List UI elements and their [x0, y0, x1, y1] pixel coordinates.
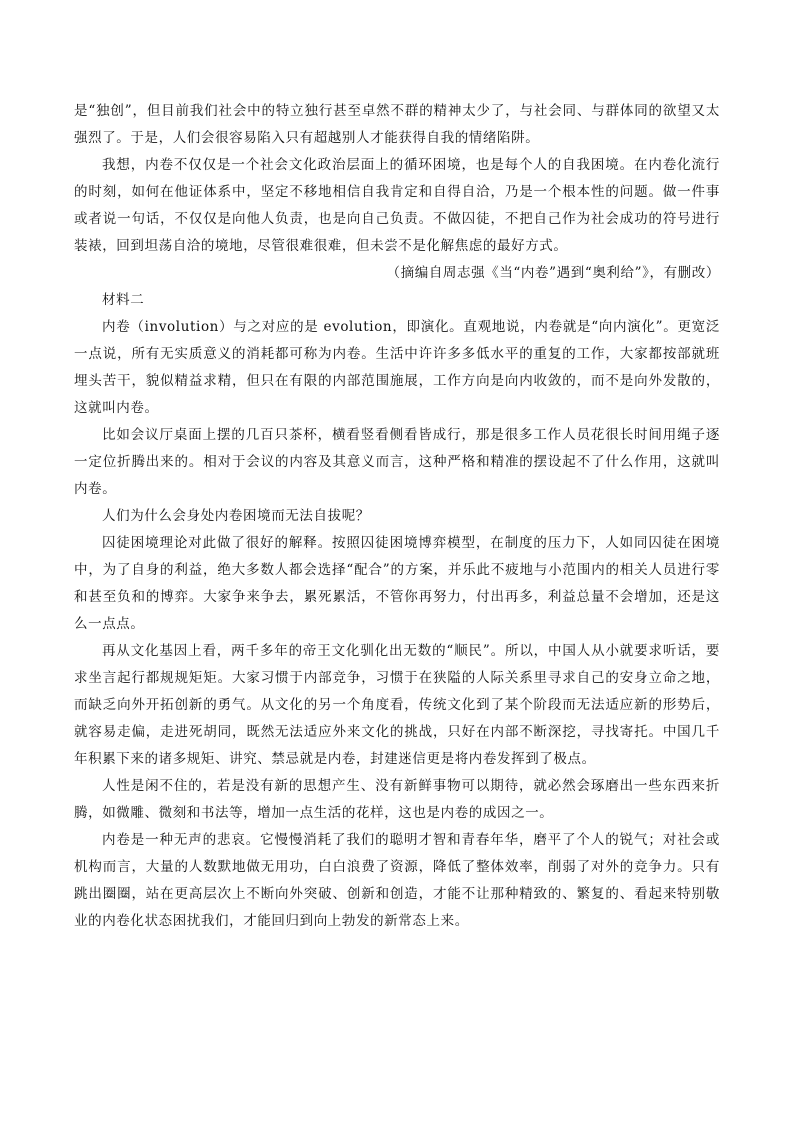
paragraph-9: 再从文化基因上看，两千多年的帝王文化驯化出无数的“顺民”。所以，中国人从小就要求听话，要求坐言起行都规规矩矩。大家习惯于内部竞争，习惯于在狭隘的人际关系里寻求自己的安身立命之地，而缺乏向外开拓创新的勇气。从文化的另一个角度看，传统文化到了某个阶段而无法适应新的形势后，就容易走偏，走进死胡同，既然无法适应外来文化的挑战，只好在内部不断深挖，寻找寄托。中国几千年积累下来的诸多规矩、讲究、禁忌就是内卷，封建迷信更是将内卷发挥到了极点。 — [74, 643, 720, 767]
paragraph-5: 内卷（involution）与之对应的是 evolution，即演化。直观地说，内卷就是“向内演化”。更宽泛一点说，所有无实质意义的消耗都可称为内卷。生活中许许多多低水平的重复的工作，大家都按部就班埋头苦干，貌似精益求精，但只在有限的内部范围施展，工作方向是向内收敛的，而不是向外发散的，这就叫内卷。 — [74, 319, 720, 416]
paragraph-6: 比如会议厅桌面上摆的几百只茶杯，横看竖看侧看皆成行，那是很多工作人员花很长时间用绳子逐一定位折腾出来的。相对于会议的内容及其意义而言，这种严格和精准的摆设起不了什么作用，这就叫内卷。 — [74, 427, 720, 497]
paragraph-2: 我想，内卷不仅仅是一个社会文化政治层面上的循环困境，也是每个人的自我困境。在内卷化流行的时刻，如何在他证体系中，坚定不移地相信自我肯定和自得自洽，乃是一个根本性的问题。做一件事或者说一句话，不仅仅是向他人负责，也是向自己负责。不做囚徒，不把自己作为社会成功的符号进行装裱，回到坦荡自洽的境地，尽管很难很难，但未尝不是化解焦虑的最好方式。 — [74, 157, 720, 254]
article-body — [74, 98, 720, 935]
material-two-heading: 材料二 — [102, 292, 145, 308]
paragraph-10: 人性是闲不住的，若是没有新的思想产生、没有新鲜事物可以期待，就必然会琢磨出一些东西来折腾，如微雕、微刻和书法等，增加一点生活的花样，这也是内卷的成因之一。 — [74, 778, 720, 821]
paragraph-1: 是“独创”，但目前我们社会中的特立独行甚至卓然不群的精神太少了，与社会同、与群体同的欲望又太强烈了。于是，人们会很容易陷入只有超越别人才能获得自我的情绪陷阱。 — [74, 103, 720, 146]
paragraph-8: 囚徒困境理论对此做了很好的解释。按照囚徒困境博弈模型，在制度的压力下，人如同囚徒在困境中，为了自身的利益，绝大多数人都会选择“配合”的方案，并乐此不疲地与小范围内的相关人员进行零和甚至负和的博弈。大家争来争去，累死累活，不管你再努力，付出再多，利益总量不会增加，还是这么一点点。 — [74, 535, 720, 632]
paragraph-7: 人们为什么会身处内卷困境而无法自拔呢？ — [102, 508, 370, 524]
source-citation: （摘编自周志强《当“内卷”遇到“奥利给”》，有删改） — [386, 265, 720, 281]
paragraph-11: 内卷是一种无声的悲哀。它慢慢消耗了我们的聪明才智和青春年华，磨平了个人的锐气；对社会或机构而言，大量的人数默地做无用功，白白浪费了资源，降低了整体效率，削弱了对外的竞争力。只有跳出圈圈，站在更高层次上不断向外突破、创新和创造，才能不让那种精致的、繁复的、看起来特别敬业的内卷化状态困扰我们，才能回归到向上勃发的新常态上来。 — [74, 832, 720, 929]
